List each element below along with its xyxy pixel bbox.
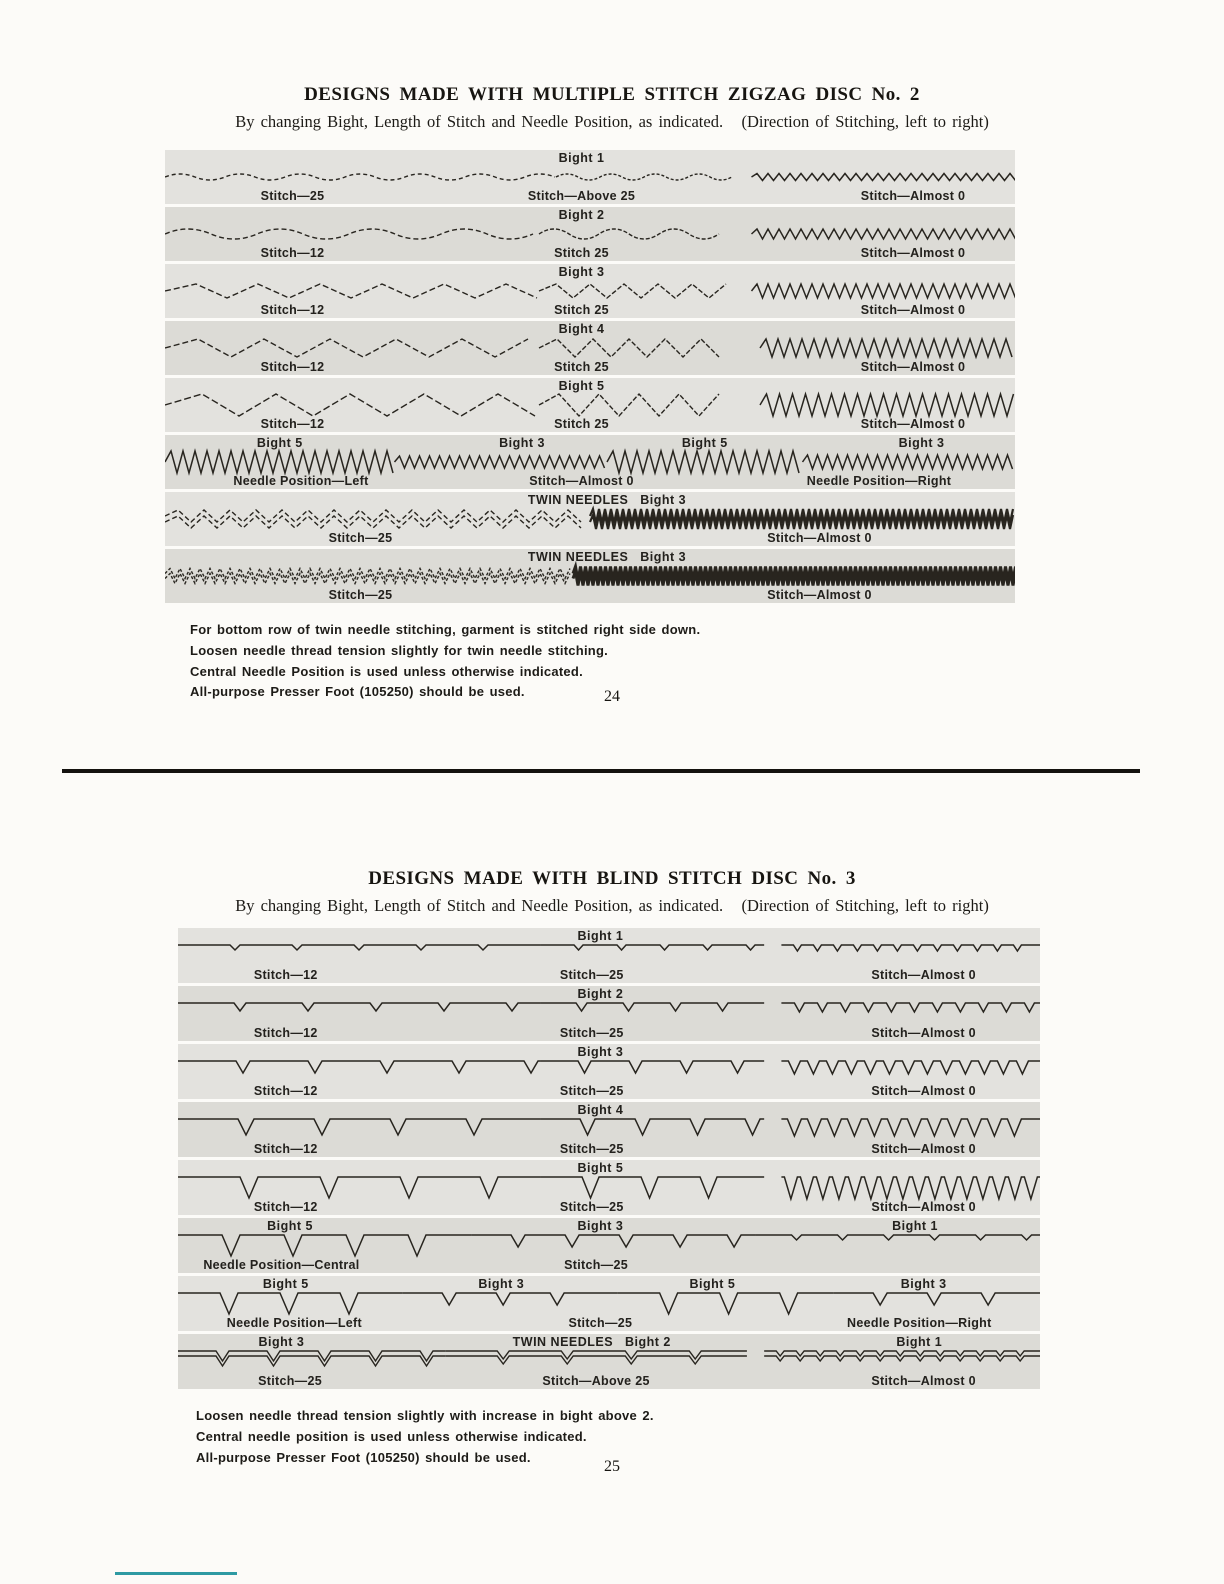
stitch-setting-label: Stitch—Almost 0 [871,1084,976,1098]
bight-header-label: Bight 1 [892,1219,938,1233]
stitch-setting-label: Needle Position—Central [203,1258,360,1272]
stitch-setting-label: Stitch—12 [253,968,318,982]
stitch-setting-label: Stitch—Almost 0 [871,968,976,982]
bight-header-label: TWIN NEEDLES Bight 3 [527,550,687,564]
stitch-setting-label: Stitch—Almost 0 [860,246,966,260]
bight-header-label: Bight 1 [896,1335,943,1349]
stitch-setting-label: Stitch—12 [253,1142,318,1156]
stitch-pattern-graphic [165,276,1015,306]
stitch-setting-label: Stitch—25 [328,531,393,545]
note-line: For bottom row of twin needle stitching, garment is stitched right side down. [190,622,701,637]
note-line: Loosen needle thread tension slightly for twin needle stitching. [190,642,609,658]
stitch-setting-label: Stitch—25 [258,1374,322,1388]
bight-header-label: Bight 5 [256,436,303,450]
stitch-pattern-graphic [165,162,1015,192]
bight-header-label: Bight 2 [577,987,624,1001]
bight-header-label: Bight 3 [577,1219,624,1233]
stitch-sample-row [165,378,1015,432]
stitch-setting-label: Stitch—25 [559,1200,624,1214]
stitch-setting-label: Needle Position—Right [806,474,952,488]
stitch-setting-label: Stitch—12 [260,417,325,431]
stitch-setting-label: Stitch—Almost 0 [860,417,966,431]
stitch-pattern-graphic [165,447,1015,477]
bight-header-label: TWIN NEEDLES Bight 3 [527,493,687,507]
stitch-sample-row [178,1218,1040,1273]
bight-header-label: Bight 5 [558,379,605,393]
stitch-sample-row [178,1102,1040,1157]
bight-header-label: Bight 1 [577,929,624,943]
stitch-setting-label: Needle Position—Left [226,1316,362,1330]
note-line: Loosen needle thread tension slightly with increase in bight above 2. [196,1408,654,1423]
stitch-sample-row [178,1160,1040,1215]
stitch-sample-row [165,321,1015,375]
stitch-setting-label: Stitch—Almost 0 [860,189,966,203]
bight-header-label: Bight 5 [262,1277,309,1291]
stitch-setting-label: Stitch—Almost 0 [767,531,872,545]
stitch-sample-row [178,1044,1040,1099]
note-line: Central Needle Position is used unless otherwise indicated. [190,663,583,679]
bight-header-label: Bight 2 [558,208,605,222]
stitch-setting-label: Stitch—25 [559,1142,624,1156]
stitch-setting-label: Stitch—25 [328,588,393,602]
page-25-number: 25 [604,1458,620,1475]
section-divider-rule [62,769,1140,773]
bight-header-label: Bight 3 [900,1277,947,1291]
stitch-setting-label: Stitch—25 [559,1084,624,1098]
stitch-setting-label: Stitch—12 [253,1026,318,1040]
stitch-setting-label: Stitch—Almost 0 [871,1142,976,1156]
stitch-sample-row [165,207,1015,261]
stitch-pattern-graphic [165,333,1015,363]
bight-header-label: Bight 4 [577,1103,624,1117]
stitch-setting-label: Stitch—Almost 0 [767,588,872,602]
stitch-setting-label: Stitch—Above 25 [542,1374,650,1388]
stitch-setting-label: Stitch—Almost 0 [871,1374,976,1388]
bight-header-label: Bight 3 [258,1335,305,1349]
note-line: Central needle position is used unless otherwise indicated. [196,1428,587,1444]
stitch-setting-label: Stitch 25 [554,417,609,431]
scan-artifact-line [115,1572,237,1575]
page-24-subtitle: By changing Bight, Length of Stitch and Needle Position, as indicated. (Direction of Stitching, left to right) [235,112,989,131]
stitch-setting-label: Stitch—25 [559,1026,624,1040]
bight-header-label: Bight 5 [577,1161,624,1175]
stitch-sample-row [178,928,1040,983]
page-25-subtitle: By changing Bight, Length of Stitch and Needle Position, as indicated. (Direction of Stitching, left to right) [235,896,989,915]
bight-header-label: TWIN NEEDLES Bight 2 [512,1335,671,1349]
stitch-pattern-graphic [165,219,1015,249]
stitch-setting-label: Stitch—Almost 0 [529,474,634,488]
stitch-setting-label: Needle Position—Left [233,474,369,488]
page-24-number: 24 [604,688,620,705]
stitch-setting-label: Stitch—25 [564,1258,628,1272]
bight-header-label: Bight 5 [267,1219,313,1233]
stitch-pattern-graphic [165,504,1015,534]
stitch-pattern-graphic [165,390,1015,420]
stitch-sample-row [178,986,1040,1041]
bight-header-label: Bight 3 [577,1045,624,1059]
stitch-setting-label: Stitch 25 [554,303,609,317]
bight-header-label: Bight 3 [499,436,545,450]
bight-header-label: Bight 3 [558,265,605,279]
stitch-setting-label: Stitch—12 [253,1200,318,1214]
stitch-setting-label: Stitch—12 [260,360,325,374]
stitch-sample-row [165,492,1015,546]
stitch-sample-row [178,1334,1040,1389]
blind-stitch-disc-sample-panel [178,928,1040,1392]
stitch-setting-label: Stitch—Almost 0 [871,1200,976,1214]
stitch-setting-label: Stitch—Almost 0 [860,303,966,317]
stitch-setting-label: Stitch—25 [260,189,325,203]
stitch-setting-label: Stitch—12 [253,1084,318,1098]
stitch-pattern-graphic [165,561,1015,591]
bight-header-label: Bight 1 [558,151,605,165]
stitch-setting-label: Stitch 25 [554,246,609,260]
stitch-setting-label: Stitch—Almost 0 [871,1026,976,1040]
stitch-sample-row [165,150,1015,204]
page-25-title: DESIGNS MADE WITH BLIND STITCH DISC No. 3 [368,868,856,889]
stitch-setting-label: Needle Position—Right [847,1316,992,1330]
zigzag-disc-sample-panel [165,150,1015,606]
stitch-sample-row [178,1276,1040,1331]
stitch-setting-label: Stitch—Above 25 [527,189,636,203]
stitch-setting-label: Stitch—12 [260,246,325,260]
note-line: All-purpose Presser Foot (105250) should be used. [190,684,525,700]
bight-header-label: Bight 4 [558,322,605,336]
bight-header-label: Bight 5 [689,1277,736,1291]
page-24-title: DESIGNS MADE WITH MULTIPLE STITCH ZIGZAG DISC No. 2 [304,84,920,105]
stitch-sample-row [165,549,1015,603]
stitch-setting-label: Stitch—Almost 0 [860,360,966,374]
bight-header-label: Bight 3 [898,436,945,450]
stitch-sample-row [165,264,1015,318]
stitch-setting-label: Stitch—25 [559,968,624,982]
note-line: All-purpose Presser Foot (105250) should be used. [196,1449,531,1465]
stitch-sample-row [165,435,1015,489]
stitch-setting-label: Stitch 25 [554,360,609,374]
stitch-setting-label: Stitch—25 [568,1316,633,1330]
bight-header-label: Bight 5 [681,436,728,450]
bight-header-label: Bight 3 [478,1277,525,1291]
stitch-setting-label: Stitch—12 [260,303,325,317]
